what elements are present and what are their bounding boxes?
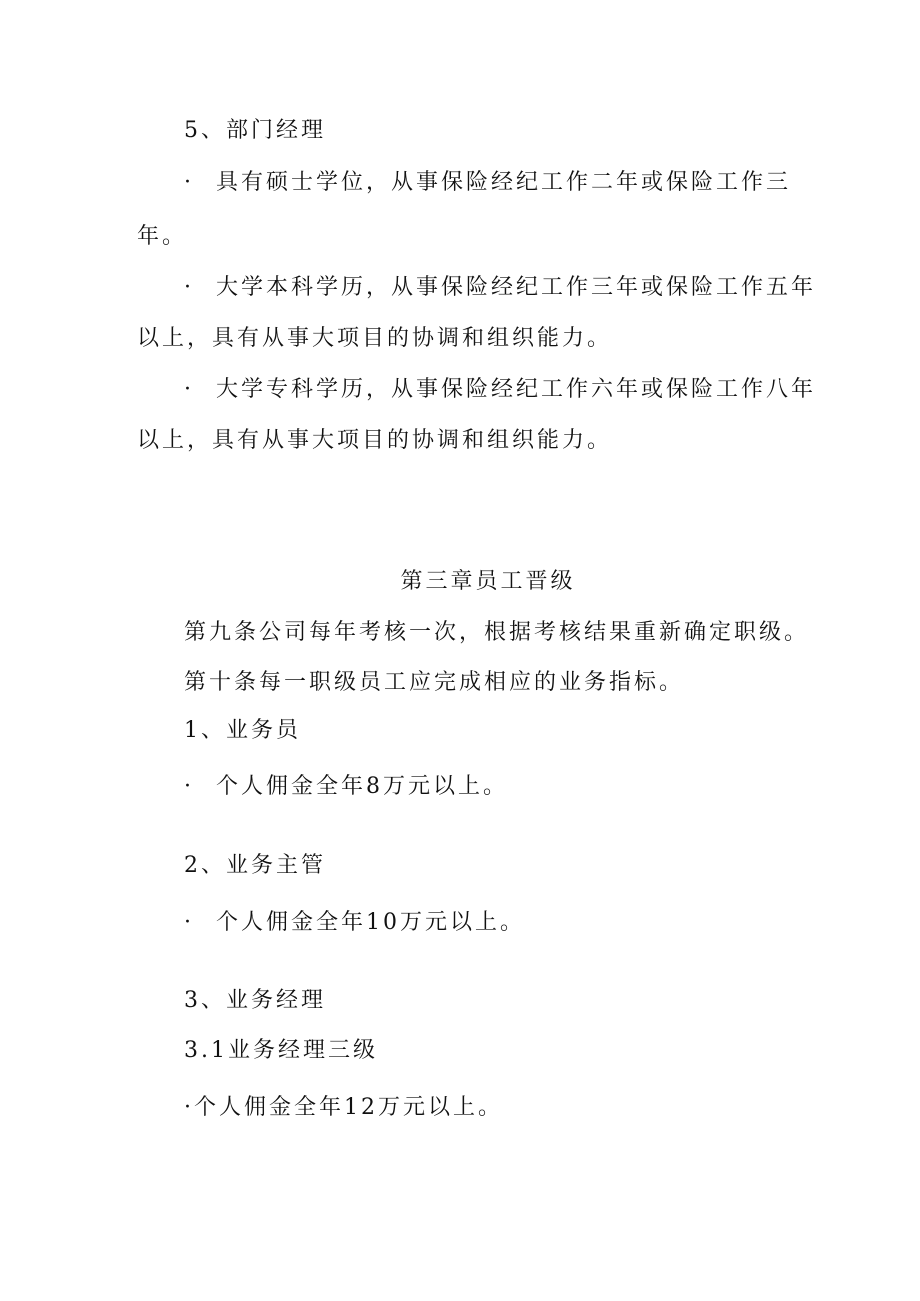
list-item-text: 大学本科学历，从事保险经纪工作三年或保险工作五年 xyxy=(216,275,817,300)
list-item xyxy=(184,375,816,405)
level-heading: 2、业务主管 xyxy=(184,853,326,878)
list-item-continuation: 年。 xyxy=(137,224,188,249)
bullet-icon: · xyxy=(184,275,194,300)
list-item xyxy=(184,1093,503,1123)
bullet-icon: · xyxy=(184,910,194,935)
list-item-text: 个人佣金全年12万元以上。 xyxy=(194,1095,503,1120)
list-item xyxy=(184,273,816,303)
list-item xyxy=(184,168,791,198)
bullet-icon: · xyxy=(184,774,194,799)
article-nine: 第九条公司每年考核一次，根据考核结果重新确定职级。 xyxy=(184,620,810,645)
article-ten: 第十条每一职级员工应完成相应的业务指标。 xyxy=(184,670,685,695)
bullet-icon: · xyxy=(184,170,194,195)
bullet-icon: · xyxy=(184,377,194,402)
list-item-continuation: 以上，具有从事大项目的协调和组织能力。 xyxy=(137,428,613,453)
level-heading: 3、业务经理 xyxy=(184,988,326,1013)
bullet-icon: · xyxy=(184,1095,194,1120)
section-heading: 5、部门经理 xyxy=(184,118,326,143)
list-item-text: 个人佣金全年10万元以上。 xyxy=(216,910,525,935)
list-item-text: 大学专科学历，从事保险经纪工作六年或保险工作八年 xyxy=(216,377,817,402)
sub-level-heading: 3.1业务经理三级 xyxy=(184,1038,378,1063)
list-item xyxy=(184,908,525,938)
list-item-text: 个人佣金全年8万元以上。 xyxy=(216,774,508,799)
list-item xyxy=(184,772,508,802)
list-item-text: 具有硕士学位，从事保险经纪工作二年或保险工作三 xyxy=(216,170,792,195)
chapter-title: 第三章员工晋级 xyxy=(400,569,576,594)
level-heading: 1、业务员 xyxy=(184,718,301,743)
list-item-continuation: 以上，具有从事大项目的协调和组织能力。 xyxy=(137,326,613,351)
